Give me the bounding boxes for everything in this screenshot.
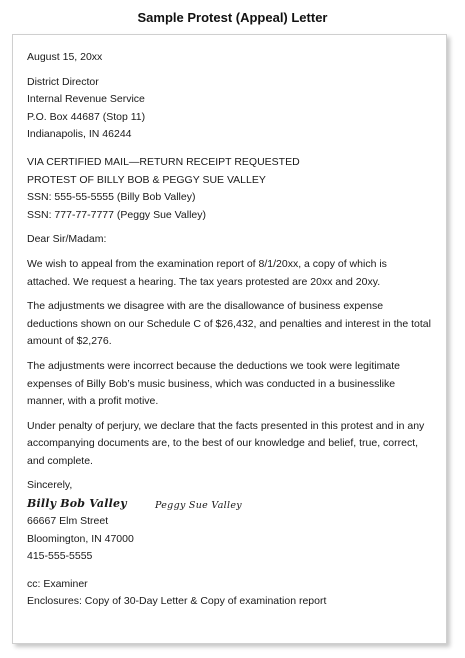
subject-block — [27, 154, 432, 224]
cc-line: cc: Examiner — [27, 577, 88, 590]
sender-address — [27, 513, 432, 566]
subject-line: VIA CERTIFIED MAIL—RETURN RECEIPT REQUESTED — [27, 155, 300, 168]
signature-row — [27, 495, 432, 513]
recipient-line: P.O. Box 44687 (Stop 11) — [27, 110, 146, 123]
signature-peggy-sue: Peggy Sue Valley — [155, 500, 242, 512]
enclosures-line: Enclosures: Copy of 30-Day Letter & Copy of examination report — [27, 595, 327, 608]
recipient-line: District Director — [27, 75, 99, 88]
body-paragraph: The adjustments were incorrect because the deductions we took were legitimate expenses of Billy Bob’s music business, which was conducted in a businesslike manner, with a profit motive. — [27, 359, 400, 408]
recipient-line: Indianapolis, IN 46244 — [27, 128, 132, 141]
subject-line: SSN: 777-77-7777 (Peggy Sue Valley) — [27, 208, 206, 221]
closing: Sincerely, — [27, 479, 73, 492]
letter-body — [27, 49, 432, 611]
document-title: Sample Protest (Appeal) Letter — [137, 10, 328, 25]
subject-line: SSN: 555-55-5555 (Billy Bob Valley) — [27, 191, 196, 204]
letter-date: August 15, 20xx — [27, 51, 103, 63]
sender-line: 415-555-5555 — [27, 550, 93, 563]
recipient-line: Internal Revenue Service — [27, 93, 145, 106]
body-paragraph: The adjustments we disagree with are the disallowance of business expense deductions shown on our Schedule C of $26,432, and penalties and interest in the total amount of $2,276. — [27, 300, 431, 348]
signature-billy-bob: Billy Bob Valley — [27, 497, 127, 511]
body-paragraph: We wish to appeal from the examination report of 8/1/20xx, a copy of which is attached. We request a hearing. The tax years protested are 20xx and 20xy. — [27, 257, 387, 288]
body-paragraph: Under penalty of perjury, we declare that the facts presented in this protest and in any accompanying documents are, to the best of our knowledge and belief, true, correct, and complete. — [27, 419, 425, 467]
letter-page — [12, 34, 447, 644]
subject-line: PROTEST OF BILLY BOB & PEGGY SUE VALLEY — [27, 173, 266, 186]
salutation: Dear Sir/Madam: — [27, 233, 107, 246]
sender-line: 66667 Elm Street — [27, 515, 109, 528]
recipient-address — [27, 74, 432, 144]
sender-line: Bloomington, IN 47000 — [27, 532, 134, 545]
